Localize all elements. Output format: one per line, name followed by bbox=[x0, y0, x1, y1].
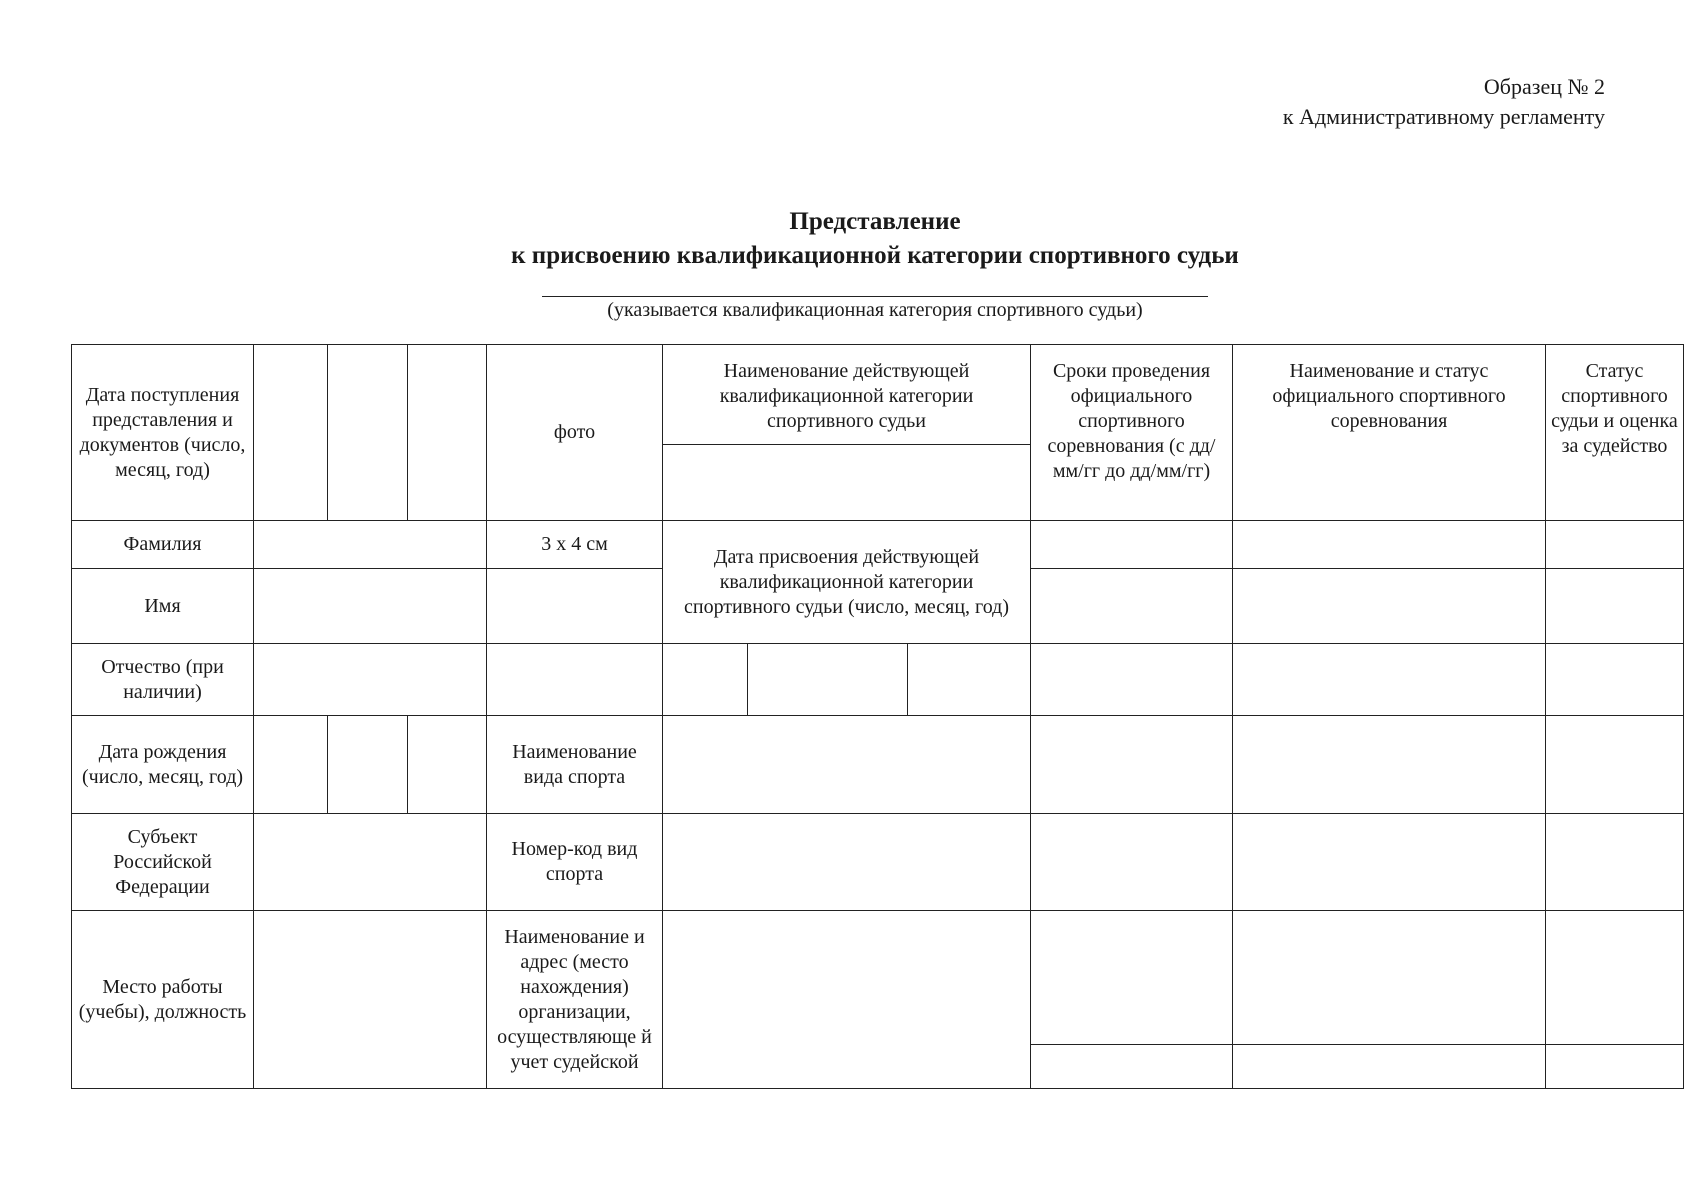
title-line-1: Представление bbox=[789, 208, 961, 235]
name-label: Имя bbox=[72, 569, 254, 644]
surname-label: Фамилия bbox=[72, 521, 254, 569]
patronymic-label: Отчество (при наличии) bbox=[72, 644, 254, 716]
application-form-table bbox=[71, 344, 1684, 1089]
competition-name-cell[interactable] bbox=[1233, 716, 1546, 814]
judge-status-cell[interactable] bbox=[1546, 569, 1684, 644]
surname-field[interactable] bbox=[254, 521, 487, 569]
photo-cell bbox=[487, 644, 663, 716]
photo-label: фото bbox=[487, 345, 663, 521]
name-field[interactable] bbox=[254, 569, 487, 644]
competition-name-cell[interactable] bbox=[1233, 644, 1546, 716]
competition-dates-cell[interactable] bbox=[1031, 569, 1233, 644]
title-line-2: к присвоению квалификационной категории спортивного судьи bbox=[511, 242, 1239, 269]
competition-dates-cell[interactable] bbox=[1031, 716, 1233, 814]
competition-name-cell[interactable] bbox=[1233, 1045, 1546, 1089]
organization-field[interactable] bbox=[663, 911, 1031, 1089]
competition-dates-cell[interactable] bbox=[1031, 521, 1233, 569]
workplace-label: Место работы (учебы), должность bbox=[72, 911, 254, 1089]
competition-dates-cell[interactable] bbox=[1031, 911, 1233, 1045]
current-category-name-label: Наименование действующей квалификационной категории спортивного судьи bbox=[663, 345, 1031, 445]
judge-status-cell[interactable] bbox=[1546, 716, 1684, 814]
judge-status-cell[interactable] bbox=[1546, 911, 1684, 1045]
patronymic-field[interactable] bbox=[254, 644, 487, 716]
competition-dates-cell[interactable] bbox=[1031, 814, 1233, 911]
competition-name-cell[interactable] bbox=[1233, 911, 1546, 1045]
sample-number: Образец № 2 bbox=[1483, 74, 1605, 99]
region-label: Субъект Российской Федерации bbox=[72, 814, 254, 911]
current-category-date-label: Дата присвоения действующей квалификационной категории спортивного судьи (число, месяц, год) bbox=[663, 521, 1031, 644]
category-fill-line[interactable] bbox=[542, 296, 1208, 297]
current-category-name-cell[interactable] bbox=[663, 445, 1031, 521]
category-date-day-cell[interactable] bbox=[663, 644, 748, 716]
photo-size-label: 3 х 4 см bbox=[487, 521, 663, 569]
sport-code-field[interactable] bbox=[663, 814, 1031, 911]
sport-name-field[interactable] bbox=[663, 716, 1031, 814]
date-received-month-cell[interactable] bbox=[328, 345, 408, 521]
organization-label: Наименование и адрес (место нахождения) организации, осуществляюще й учет судейской bbox=[487, 911, 663, 1089]
judge-status-cell[interactable] bbox=[1546, 521, 1684, 569]
date-received-label: Дата поступления представления и документов (число, месяц, год) bbox=[72, 345, 254, 521]
competition-name-cell[interactable] bbox=[1233, 569, 1546, 644]
regulation-reference: к Административному регламенту bbox=[1282, 104, 1605, 129]
birth-date-label: Дата рождения (число, месяц, год) bbox=[72, 716, 254, 814]
document-header bbox=[1283, 72, 1605, 132]
category-date-year-cell[interactable] bbox=[908, 644, 1031, 716]
competition-dates-header: Сроки проведения официального спортивного соревнования (с дд/мм/гг до дд/мм/гг) bbox=[1031, 345, 1233, 521]
document-title bbox=[0, 205, 1697, 273]
judge-status-cell[interactable] bbox=[1546, 644, 1684, 716]
workplace-field[interactable] bbox=[254, 911, 487, 1089]
category-date-month-cell[interactable] bbox=[748, 644, 908, 716]
competition-name-cell[interactable] bbox=[1233, 814, 1546, 911]
judge-status-cell[interactable] bbox=[1546, 1045, 1684, 1089]
competition-name-cell[interactable] bbox=[1233, 521, 1546, 569]
competition-dates-cell[interactable] bbox=[1031, 1045, 1233, 1089]
birth-date-month-cell[interactable] bbox=[328, 716, 408, 814]
birth-date-day-cell[interactable] bbox=[254, 716, 328, 814]
region-field[interactable] bbox=[254, 814, 487, 911]
competition-name-header: Наименование и статус официального спортивного соревнования bbox=[1233, 345, 1546, 521]
sport-name-label: Наименование вида спорта bbox=[487, 716, 663, 814]
date-received-year-cell[interactable] bbox=[408, 345, 487, 521]
date-received-day-cell[interactable] bbox=[254, 345, 328, 521]
birth-date-year-cell[interactable] bbox=[408, 716, 487, 814]
judge-status-header: Статус спортивного судьи и оценка за судейство bbox=[1546, 345, 1684, 521]
category-caption: (указывается квалификационная категория спортивного судьи) bbox=[607, 299, 1143, 321]
sport-code-label: Номер-код вид спорта bbox=[487, 814, 663, 911]
photo-cell bbox=[487, 569, 663, 644]
competition-dates-cell[interactable] bbox=[1031, 644, 1233, 716]
judge-status-cell[interactable] bbox=[1546, 814, 1684, 911]
